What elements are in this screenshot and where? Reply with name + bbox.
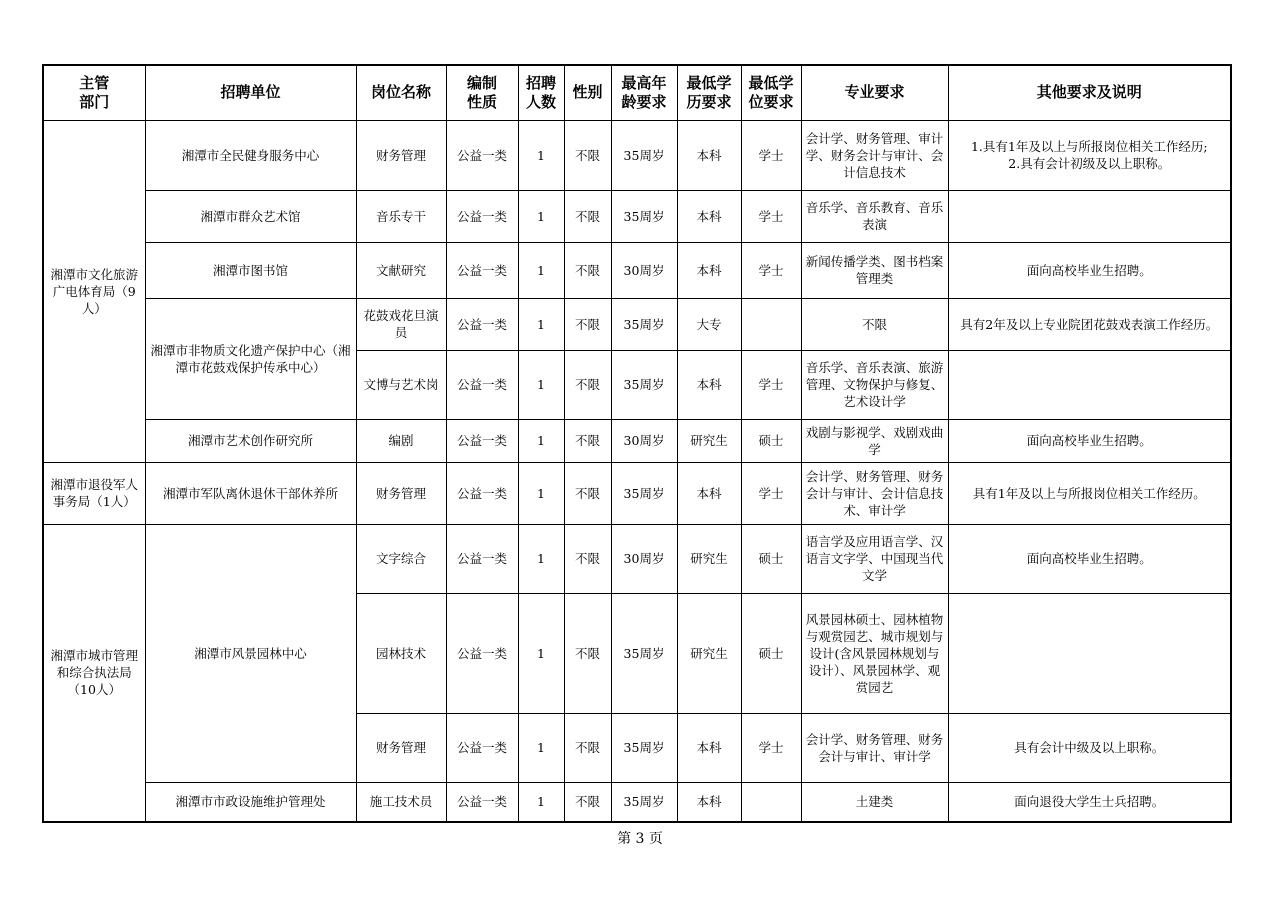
other-cell: 具有会计中级及以上职称。 — [948, 713, 1231, 782]
header-gender: 性别 — [564, 65, 611, 120]
degree-cell: 学士 — [741, 462, 801, 524]
unit-cell: 湘潭市图书馆 — [145, 242, 356, 298]
major-cell: 音乐学、音乐表演、旅游管理、文物保护与修复、艺术设计学 — [801, 350, 948, 419]
age-cell: 35周岁 — [611, 298, 677, 350]
header-other: 其他要求及说明 — [948, 65, 1231, 120]
unit-cell: 湘潭市军队离休退休干部休养所 — [145, 462, 356, 524]
other-cell — [948, 190, 1231, 242]
other-cell: 具有1年及以上与所报岗位相关工作经历。 — [948, 462, 1231, 524]
count-cell: 1 — [518, 120, 564, 190]
age-cell: 35周岁 — [611, 190, 677, 242]
unit-cell: 湘潭市风景园林中心 — [145, 524, 356, 782]
table-row — [43, 419, 1231, 462]
recruitment-table — [42, 64, 1232, 823]
count-cell: 1 — [518, 782, 564, 822]
nature-cell: 公益一类 — [446, 120, 518, 190]
count-cell: 1 — [518, 242, 564, 298]
dept-cell: 湘潭市城市管理和综合执法局（10人） — [43, 524, 145, 822]
major-cell: 语言学及应用语言学、汉语言文字学、中国现当代文学 — [801, 524, 948, 593]
major-cell: 土建类 — [801, 782, 948, 822]
page-number: 第 3 页 — [617, 831, 663, 847]
position-cell: 财务管理 — [356, 713, 446, 782]
major-cell: 会计学、财务管理、审计学、财务会计与审计、会计信息技术 — [801, 120, 948, 190]
gender-cell: 不限 — [564, 462, 611, 524]
header-edu: 最低学 历要求 — [677, 65, 741, 120]
degree-cell: 硕士 — [741, 524, 801, 593]
gender-cell: 不限 — [564, 782, 611, 822]
degree-cell: 硕士 — [741, 419, 801, 462]
gender-cell: 不限 — [564, 350, 611, 419]
other-cell: 面向退役大学生士兵招聘。 — [948, 782, 1231, 822]
nature-cell: 公益一类 — [446, 419, 518, 462]
count-cell: 1 — [518, 350, 564, 419]
age-cell: 35周岁 — [611, 120, 677, 190]
position-cell: 花鼓戏花旦演员 — [356, 298, 446, 350]
table-row — [43, 524, 1231, 593]
age-cell: 30周岁 — [611, 524, 677, 593]
edu-cell: 大专 — [677, 298, 741, 350]
degree-cell — [741, 782, 801, 822]
header-major: 专业要求 — [801, 65, 948, 120]
unit-cell: 湘潭市非物质文化遗产保护中心（湘潭市花鼓戏保护传承中心） — [145, 298, 356, 419]
position-cell: 编剧 — [356, 419, 446, 462]
unit-cell: 湘潭市全民健身服务中心 — [145, 120, 356, 190]
edu-cell: 研究生 — [677, 524, 741, 593]
nature-cell: 公益一类 — [446, 462, 518, 524]
degree-cell: 学士 — [741, 120, 801, 190]
position-cell: 财务管理 — [356, 462, 446, 524]
other-cell: 面向高校毕业生招聘。 — [948, 524, 1231, 593]
unit-cell: 湘潭市群众艺术馆 — [145, 190, 356, 242]
nature-cell: 公益一类 — [446, 593, 518, 713]
age-cell: 30周岁 — [611, 242, 677, 298]
major-cell: 不限 — [801, 298, 948, 350]
position-cell: 施工技术员 — [356, 782, 446, 822]
table-row — [43, 462, 1231, 524]
degree-cell: 硕士 — [741, 593, 801, 713]
header-degree: 最低学 位要求 — [741, 65, 801, 120]
major-cell: 新闻传播学类、图书档案管理类 — [801, 242, 948, 298]
other-cell: 面向高校毕业生招聘。 — [948, 419, 1231, 462]
position-cell: 文字综合 — [356, 524, 446, 593]
age-cell: 35周岁 — [611, 782, 677, 822]
position-cell: 文博与艺术岗 — [356, 350, 446, 419]
count-cell: 1 — [518, 190, 564, 242]
nature-cell: 公益一类 — [446, 242, 518, 298]
edu-cell: 本科 — [677, 242, 741, 298]
edu-cell: 本科 — [677, 782, 741, 822]
header-dept: 主管 部门 — [43, 65, 145, 120]
other-cell: 1.具有1年及以上与所报岗位相关工作经历; 2.具有会计初级及以上职称。 — [948, 120, 1231, 190]
count-cell: 1 — [518, 713, 564, 782]
table-row — [43, 242, 1231, 298]
position-cell: 音乐专干 — [356, 190, 446, 242]
edu-cell: 本科 — [677, 713, 741, 782]
header-position: 岗位名称 — [356, 65, 446, 120]
header-count: 招聘 人数 — [518, 65, 564, 120]
unit-cell: 湘潭市市政设施维护管理处 — [145, 782, 356, 822]
gender-cell: 不限 — [564, 593, 611, 713]
count-cell: 1 — [518, 524, 564, 593]
major-cell: 会计学、财务管理、财务会计与审计、会计信息技术、审计学 — [801, 462, 948, 524]
unit-cell: 湘潭市艺术创作研究所 — [145, 419, 356, 462]
degree-cell: 学士 — [741, 713, 801, 782]
other-cell: 面向高校毕业生招聘。 — [948, 242, 1231, 298]
degree-cell: 学士 — [741, 350, 801, 419]
dept-cell: 湘潭市文化旅游广电体育局（9人） — [43, 120, 145, 462]
header-row — [43, 65, 1231, 120]
nature-cell: 公益一类 — [446, 524, 518, 593]
other-cell — [948, 593, 1231, 713]
age-cell: 35周岁 — [611, 593, 677, 713]
major-cell: 风景园林硕士、园林植物与观赏园艺、城市规划与设计(含风景园林规划与设计）、风景园林学、观赏园艺 — [801, 593, 948, 713]
count-cell: 1 — [518, 462, 564, 524]
degree-cell — [741, 298, 801, 350]
age-cell: 35周岁 — [611, 462, 677, 524]
major-cell: 音乐学、音乐教育、音乐表演 — [801, 190, 948, 242]
header-unit: 招聘单位 — [145, 65, 356, 120]
edu-cell: 研究生 — [677, 419, 741, 462]
dept-cell: 湘潭市退役军人事务局（1人） — [43, 462, 145, 524]
edu-cell: 本科 — [677, 190, 741, 242]
nature-cell: 公益一类 — [446, 350, 518, 419]
table-row — [43, 298, 1231, 350]
position-cell: 财务管理 — [356, 120, 446, 190]
age-cell: 30周岁 — [611, 419, 677, 462]
gender-cell: 不限 — [564, 419, 611, 462]
gender-cell: 不限 — [564, 120, 611, 190]
count-cell: 1 — [518, 419, 564, 462]
degree-cell: 学士 — [741, 190, 801, 242]
age-cell: 35周岁 — [611, 350, 677, 419]
age-cell: 35周岁 — [611, 713, 677, 782]
position-cell: 文献研究 — [356, 242, 446, 298]
gender-cell: 不限 — [564, 190, 611, 242]
nature-cell: 公益一类 — [446, 190, 518, 242]
nature-cell: 公益一类 — [446, 782, 518, 822]
gender-cell: 不限 — [564, 242, 611, 298]
edu-cell: 本科 — [677, 350, 741, 419]
other-cell — [948, 350, 1231, 419]
table-row — [43, 782, 1231, 822]
edu-cell: 本科 — [677, 462, 741, 524]
edu-cell: 研究生 — [677, 593, 741, 713]
gender-cell: 不限 — [564, 298, 611, 350]
header-nature: 编制 性质 — [446, 65, 518, 120]
edu-cell: 本科 — [677, 120, 741, 190]
other-cell: 具有2年及以上专业院团花鼓戏表演工作经历。 — [948, 298, 1231, 350]
position-cell: 园林技术 — [356, 593, 446, 713]
count-cell: 1 — [518, 298, 564, 350]
nature-cell: 公益一类 — [446, 298, 518, 350]
count-cell: 1 — [518, 593, 564, 713]
major-cell: 戏剧与影视学、戏剧戏曲学 — [801, 419, 948, 462]
gender-cell: 不限 — [564, 713, 611, 782]
gender-cell: 不限 — [564, 524, 611, 593]
nature-cell: 公益一类 — [446, 713, 518, 782]
table-row — [43, 120, 1231, 190]
header-age: 最高年 龄要求 — [611, 65, 677, 120]
table-row — [43, 190, 1231, 242]
degree-cell: 学士 — [741, 242, 801, 298]
major-cell: 会计学、财务管理、财务会计与审计、审计学 — [801, 713, 948, 782]
